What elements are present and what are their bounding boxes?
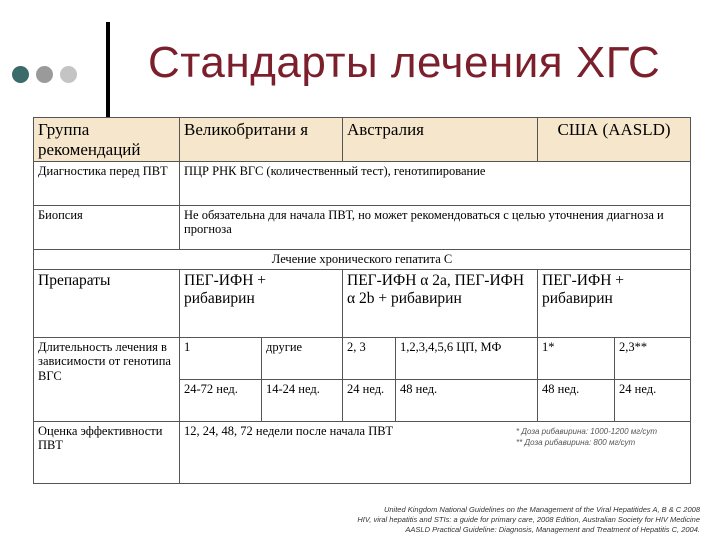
drugs-label: Препараты [34, 270, 180, 338]
weeks-cell: 24 нед. [615, 380, 691, 422]
table-row [34, 206, 691, 250]
dot-light [60, 66, 77, 83]
genotype-cell: 1,2,3,4,5,6 ЦП, МФ [396, 338, 538, 380]
header-usa: США (AASLD) [538, 118, 691, 162]
genotype-cell: 2,3** [615, 338, 691, 380]
genotype-cell: 2, 3 [343, 338, 396, 380]
dot-mid [36, 66, 53, 83]
reference-line: United Kingdom National Guidelines on the Management of the Viral Hepatitides A, B & C 2008 [383, 505, 700, 514]
efficacy-value: 12, 24, 48, 72 недели после начала ПВТ [180, 422, 691, 484]
reference-line: HIV, viral hepatitis and STIs: a guide for primary care, 2008 Edition, Australian Society for HIV Medicine [357, 514, 700, 524]
table-row [34, 338, 691, 380]
table-row [34, 270, 691, 338]
efficacy-label: Оценка эффективности ПВТ [34, 422, 180, 484]
genotype-cell: 1* [538, 338, 615, 380]
decorative-dots [12, 66, 96, 84]
weeks-cell: 24-72 нед. [180, 380, 262, 422]
dose-note: * Доза рибавирина: 1000-1200 мг/сут [516, 427, 658, 436]
vertical-divider [106, 22, 110, 118]
header-uk: Великобритани я [180, 118, 343, 162]
dose-note: ** Доза рибавирина: 800 мг/сут [516, 437, 636, 447]
weeks-cell: 24 нед. [343, 380, 396, 422]
header-group: Группа рекомендаций [34, 118, 180, 162]
table-row [34, 250, 691, 270]
weeks-cell: 48 нед. [538, 380, 615, 422]
slide-title: Стандарты лечения ХГС [148, 38, 661, 87]
biopsy-value: Не обязательна для начала ПВТ, но может рекомендоваться с целью уточнения диагноза и прогноза [180, 206, 691, 250]
genotype-cell: 1 [180, 338, 262, 380]
references [357, 505, 700, 534]
dose-notes [514, 427, 659, 449]
dot-dark [12, 66, 29, 83]
diagnostics-value: ПЦР РНК ВГС (количественный тест), генотипирование [180, 162, 691, 206]
drugs-usa: ПЕГ-ИФН + рибавирин [538, 270, 691, 338]
duration-label: Длительность лечения в зависимости от генотипа ВГС [34, 338, 180, 422]
table-header-row [34, 118, 691, 162]
reference-line: AASLD Practical Guideline: Diagnosis, Management and Treatment of Hepatitis C, 2004. [405, 524, 700, 534]
genotype-cell: другие [262, 338, 343, 380]
drugs-uk: ПЕГ-ИФН + рибавирин [180, 270, 343, 338]
diagnostics-label: Диагностика перед ПВТ [34, 162, 180, 206]
section-title: Лечение хронического гепатита С [34, 250, 691, 270]
weeks-cell: 48 нед. [396, 380, 538, 422]
biopsy-label: Биопсия [34, 206, 180, 250]
header-australia: Австралия [343, 118, 538, 162]
table-row [34, 162, 691, 206]
drugs-australia: ПЕГ-ИФН α 2а, ПЕГ-ИФН α 2b + рибавирин [343, 270, 538, 338]
weeks-cell: 14-24 нед. [262, 380, 343, 422]
